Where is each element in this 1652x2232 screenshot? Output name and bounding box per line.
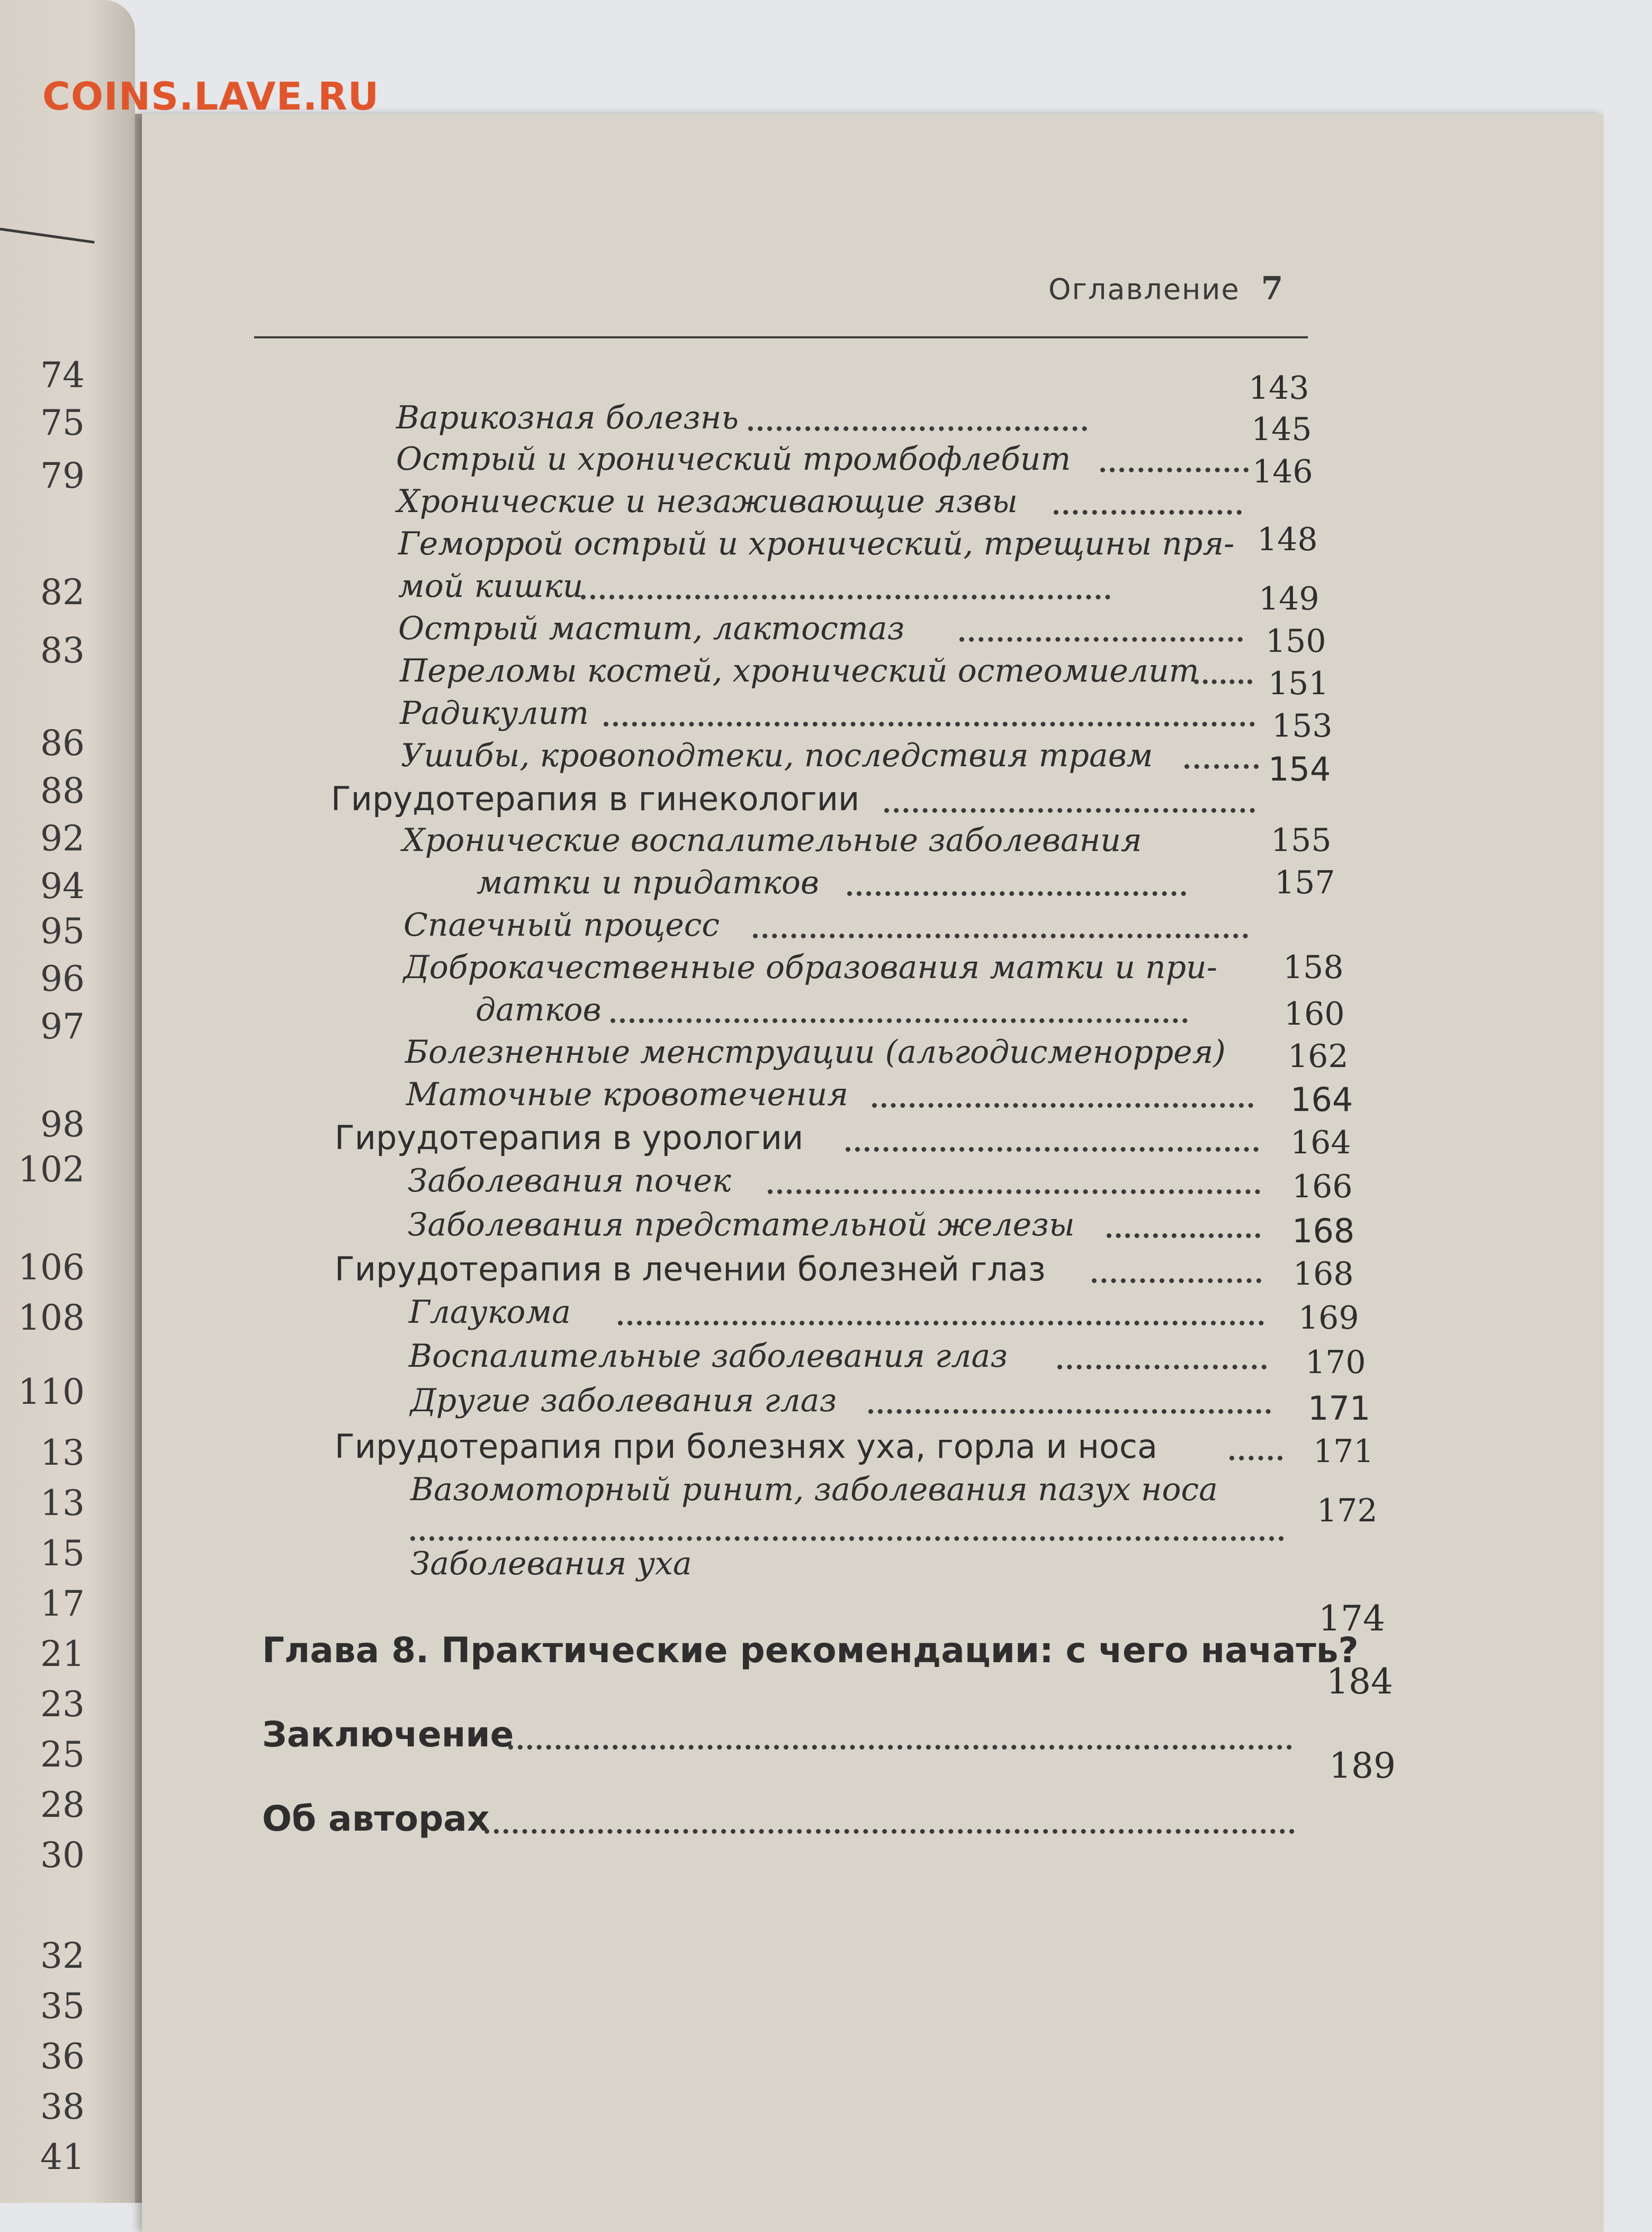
toc-entry-title: Гирудотерапия в урологии bbox=[335, 1118, 804, 1157]
toc-entry-title: Хронические воспалительные заболевания bbox=[402, 822, 1142, 859]
facing-page-number: 32 bbox=[40, 1935, 85, 1976]
toc-entry-title: Заболевания уха bbox=[410, 1545, 692, 1582]
toc-entry bbox=[402, 822, 1142, 859]
toc-entry-title: Хронические и незаживающие язвы bbox=[397, 483, 1018, 520]
toc-entry-title: Заболевания предстательной железы bbox=[408, 1206, 1075, 1243]
dot-leader bbox=[1100, 468, 1249, 472]
dot-leader bbox=[508, 1745, 1292, 1750]
facing-page-number: 21 bbox=[40, 1634, 85, 1674]
facing-page-number: 82 bbox=[40, 572, 85, 613]
dot-leader bbox=[768, 1189, 1260, 1194]
facing-page-number: 30 bbox=[40, 1835, 85, 1876]
toc-entry-title: Переломы костей, хронический остеомиелит bbox=[400, 652, 1199, 689]
watermark: COINS.LAVE.RU bbox=[42, 74, 380, 119]
toc-entry bbox=[410, 1492, 1378, 1582]
toc-entry-title: Острый мастит, лактостаз bbox=[398, 610, 905, 647]
toc-entry-page: 153 bbox=[1272, 707, 1333, 745]
toc-entry-title: Воспалительные заболевания глаз bbox=[409, 1338, 1008, 1375]
facing-page-number: 36 bbox=[40, 2036, 85, 2077]
dot-leader bbox=[847, 891, 1186, 896]
facing-page-number: 15 bbox=[40, 1533, 85, 1574]
toc-entry-title: Радикулит bbox=[400, 695, 589, 732]
running-head-title: Оглавление bbox=[1048, 273, 1240, 306]
toc-entry-page: 157 bbox=[1274, 864, 1335, 901]
dot-leader bbox=[1092, 1278, 1261, 1283]
toc-entry-title: Заключение bbox=[262, 1714, 514, 1755]
toc-entry-title: Спаечный процесс bbox=[403, 907, 720, 944]
dot-leader bbox=[581, 595, 1110, 599]
facing-page-number: 17 bbox=[40, 1583, 85, 1624]
toc-entry-page: 174 bbox=[1318, 1598, 1385, 1639]
facing-page-number: 23 bbox=[40, 1684, 85, 1725]
toc-entry-page: 171 bbox=[1308, 1389, 1371, 1428]
page-number: 7 bbox=[1261, 270, 1285, 307]
toc-entry-page: 184 bbox=[1326, 1661, 1393, 1702]
facing-page-number: 25 bbox=[40, 1734, 85, 1775]
toc-entry-page: 172 bbox=[1317, 1492, 1378, 1529]
dot-leader bbox=[748, 426, 1087, 431]
facing-page-number: 98 bbox=[40, 1104, 85, 1145]
toc-entry-title: матки и придатков bbox=[477, 864, 819, 901]
dot-leader bbox=[1054, 510, 1242, 515]
facing-page-number: 13 bbox=[40, 1483, 85, 1523]
toc-entry-title: Острый и хронический тромбофлебит bbox=[396, 441, 1071, 478]
toc-entry-page: 189 bbox=[1329, 1745, 1396, 1786]
toc-entry-page: 148 bbox=[1257, 521, 1318, 558]
toc-entry-title: Другие заболевания глаз bbox=[410, 1382, 837, 1419]
dot-leader bbox=[1107, 1233, 1260, 1238]
dot-leader bbox=[753, 934, 1248, 938]
toc-entry-title: Геморрой острый и хронический, трещины пря- bbox=[398, 525, 1235, 562]
dot-leader bbox=[484, 1829, 1295, 1834]
toc-entry-title: Маточные кровотечения bbox=[406, 1076, 849, 1113]
toc-entry-page: 162 bbox=[1288, 1038, 1349, 1075]
facing-page-number: 13 bbox=[40, 1432, 85, 1473]
facing-page-number: 79 bbox=[40, 455, 85, 496]
toc-entry-page: 154 bbox=[1268, 750, 1331, 788]
toc-entry-page: 170 bbox=[1305, 1344, 1366, 1381]
facing-page-number: 35 bbox=[40, 1986, 85, 2027]
facing-page-number: 74 bbox=[40, 355, 85, 396]
toc-entry-title: Вазомоторный ринит, заболевания пазух носа bbox=[410, 1471, 1218, 1508]
facing-page-number: 108 bbox=[18, 1297, 85, 1338]
toc-entry-page: 158 bbox=[1283, 949, 1344, 986]
facing-page-number: 96 bbox=[40, 958, 85, 999]
facing-page-number: 102 bbox=[18, 1149, 85, 1190]
toc-entry-page: 168 bbox=[1292, 1212, 1355, 1250]
facing-page-number: 106 bbox=[18, 1247, 85, 1288]
facing-page-number: 41 bbox=[40, 2137, 85, 2177]
dot-leader bbox=[1057, 1365, 1267, 1369]
toc-entry-page: 150 bbox=[1265, 623, 1326, 660]
dot-leader bbox=[884, 808, 1255, 813]
dot-leader bbox=[846, 1147, 1259, 1152]
dot-leader bbox=[1229, 1456, 1282, 1460]
toc-entry bbox=[403, 949, 1217, 986]
toc-entry bbox=[398, 525, 1234, 562]
facing-page-number: 95 bbox=[40, 911, 85, 952]
toc-entry-title: мой кишки bbox=[398, 568, 583, 605]
facing-page-number: 97 bbox=[40, 1006, 85, 1047]
facing-page-number: 38 bbox=[40, 2086, 85, 2127]
toc-entry-page: 151 bbox=[1268, 665, 1329, 702]
toc-entry-page: 168 bbox=[1293, 1256, 1354, 1293]
toc-entry-title: Глаукома bbox=[409, 1294, 571, 1331]
toc-chapter bbox=[262, 1598, 1385, 1671]
toc-entry-page: 171 bbox=[1313, 1433, 1374, 1470]
facing-page-number: 110 bbox=[18, 1372, 85, 1412]
toc-chapter bbox=[262, 1745, 1396, 1839]
toc-entry-page: 169 bbox=[1298, 1299, 1359, 1337]
dot-leader bbox=[610, 1018, 1188, 1023]
toc-entry-page: 164 bbox=[1290, 1124, 1351, 1161]
dot-leader bbox=[872, 1103, 1253, 1108]
toc-entry-title: Гирудотерапия в лечении болезней глаз bbox=[335, 1250, 1046, 1288]
toc-entry-title: Глава 8. Практические рекомендации: с чего начать? bbox=[262, 1630, 1359, 1671]
toc-entry-page: 166 bbox=[1292, 1168, 1353, 1205]
toc-entry-page: 145 bbox=[1251, 411, 1312, 448]
facing-page-number: 88 bbox=[40, 770, 85, 811]
dot-leader bbox=[868, 1409, 1271, 1414]
toc-entry-title: Доброкачественные образования матки и при- bbox=[403, 949, 1217, 986]
dot-leader bbox=[1184, 764, 1259, 769]
toc-entry-page: 155 bbox=[1271, 822, 1332, 859]
dot-leader bbox=[618, 1321, 1264, 1325]
facing-page-number: 83 bbox=[40, 630, 85, 671]
toc-entry-title: Об авторах bbox=[262, 1798, 490, 1839]
dot-leader bbox=[959, 637, 1243, 642]
toc-entry-page: 149 bbox=[1259, 580, 1319, 617]
toc-entry-title: Ушибы, кровоподтеки, последствия травм bbox=[401, 737, 1153, 774]
toc-chapter bbox=[262, 1661, 1393, 1755]
facing-page-number: 94 bbox=[40, 866, 85, 907]
facing-page-number: 75 bbox=[40, 402, 85, 443]
facing-page-number: 28 bbox=[40, 1785, 85, 1825]
dot-leader bbox=[604, 722, 1255, 727]
toc-entry-title: Заболевания почек bbox=[408, 1162, 731, 1199]
dot-leader bbox=[1194, 679, 1252, 684]
facing-page-number: 86 bbox=[40, 723, 85, 764]
toc-entry-title: Болезненные менструации (альгодисменоррея) bbox=[405, 1034, 1226, 1071]
toc-entry-page: 146 bbox=[1252, 453, 1313, 490]
toc-entry-page: 160 bbox=[1284, 996, 1345, 1033]
toc-entry-title: Гирудотерапия при болезнях уха, горла и носа bbox=[335, 1427, 1157, 1466]
facing-page-number: 92 bbox=[40, 818, 85, 859]
toc-entry-title: Гирудотерапия в гинекологии bbox=[331, 779, 860, 818]
toc-entry-title: датков bbox=[475, 991, 601, 1028]
toc-entry-page: 164 bbox=[1290, 1080, 1353, 1119]
toc-entry-title: Варикозная болезнь bbox=[396, 399, 739, 436]
toc-entry-page: 143 bbox=[1249, 370, 1309, 407]
dot-leader bbox=[410, 1536, 1284, 1541]
